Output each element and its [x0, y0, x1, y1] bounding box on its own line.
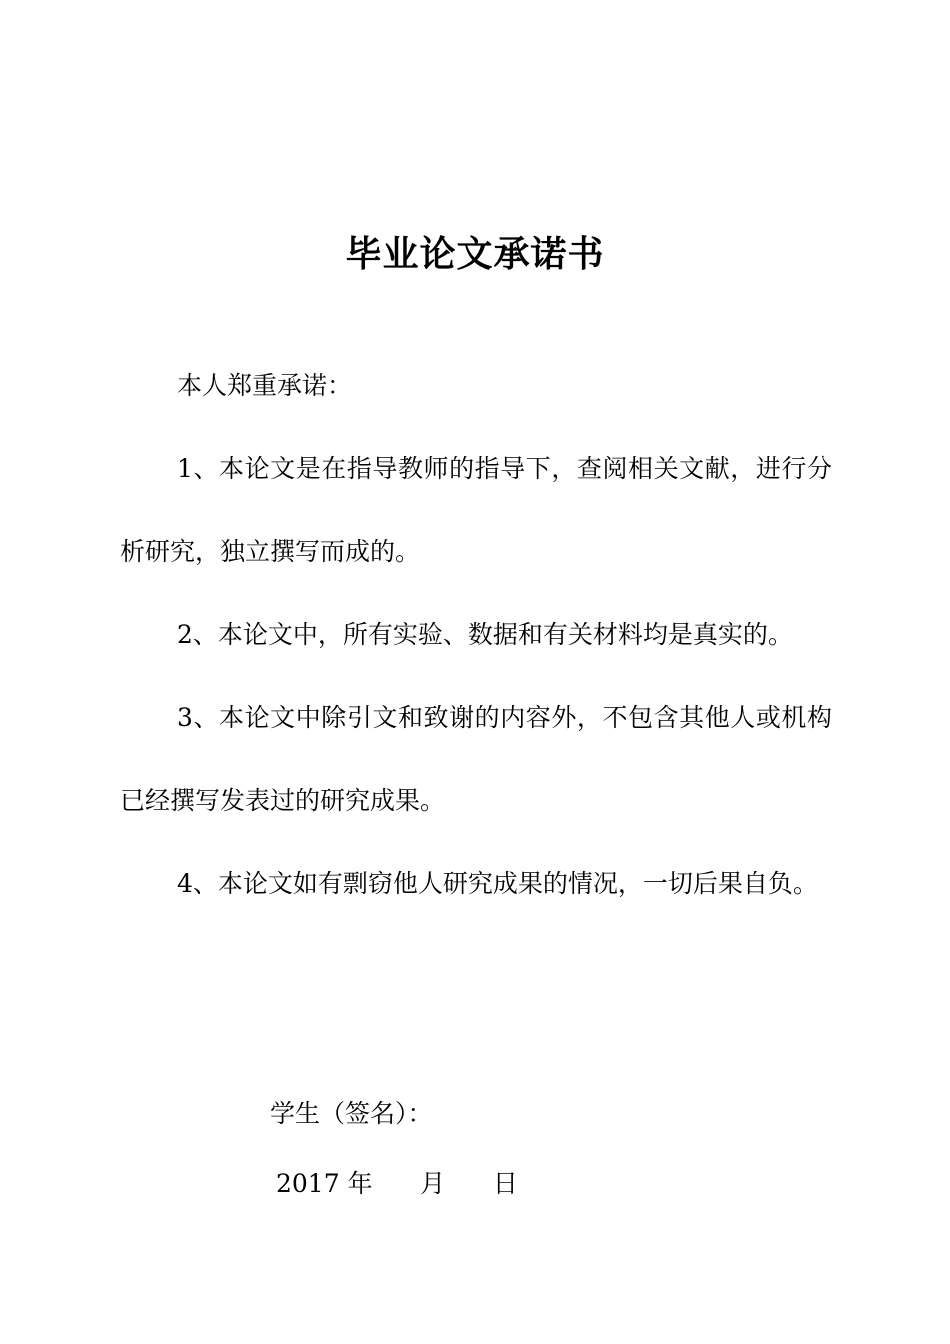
document-body	[120, 344, 832, 925]
intro-paragraph: 本人郑重承诺：	[177, 371, 353, 400]
pledge-item-2: 2、本论文中，所有实验、数据和有关材料均是真实的。	[177, 620, 793, 649]
pledge-item-3: 3、本论文中除引文和致谢的内容外，不包含其他人或机构已经撰写发表过的研究成果。	[120, 703, 832, 815]
page-title: 毕业论文承诺书	[345, 234, 605, 275]
pledge-item-1: 1、本论文是在指导教师的指导下，查阅相关文献，进行分析研究，独立撰写而成的。	[120, 454, 832, 566]
pledge-item-4: 4、本论文如有剽窃他人研究成果的情况，一切后果自负。	[177, 869, 818, 898]
date-line: 2017 年 月 日	[276, 1169, 518, 1198]
signature-label: 学生（签名）：	[270, 1099, 433, 1128]
